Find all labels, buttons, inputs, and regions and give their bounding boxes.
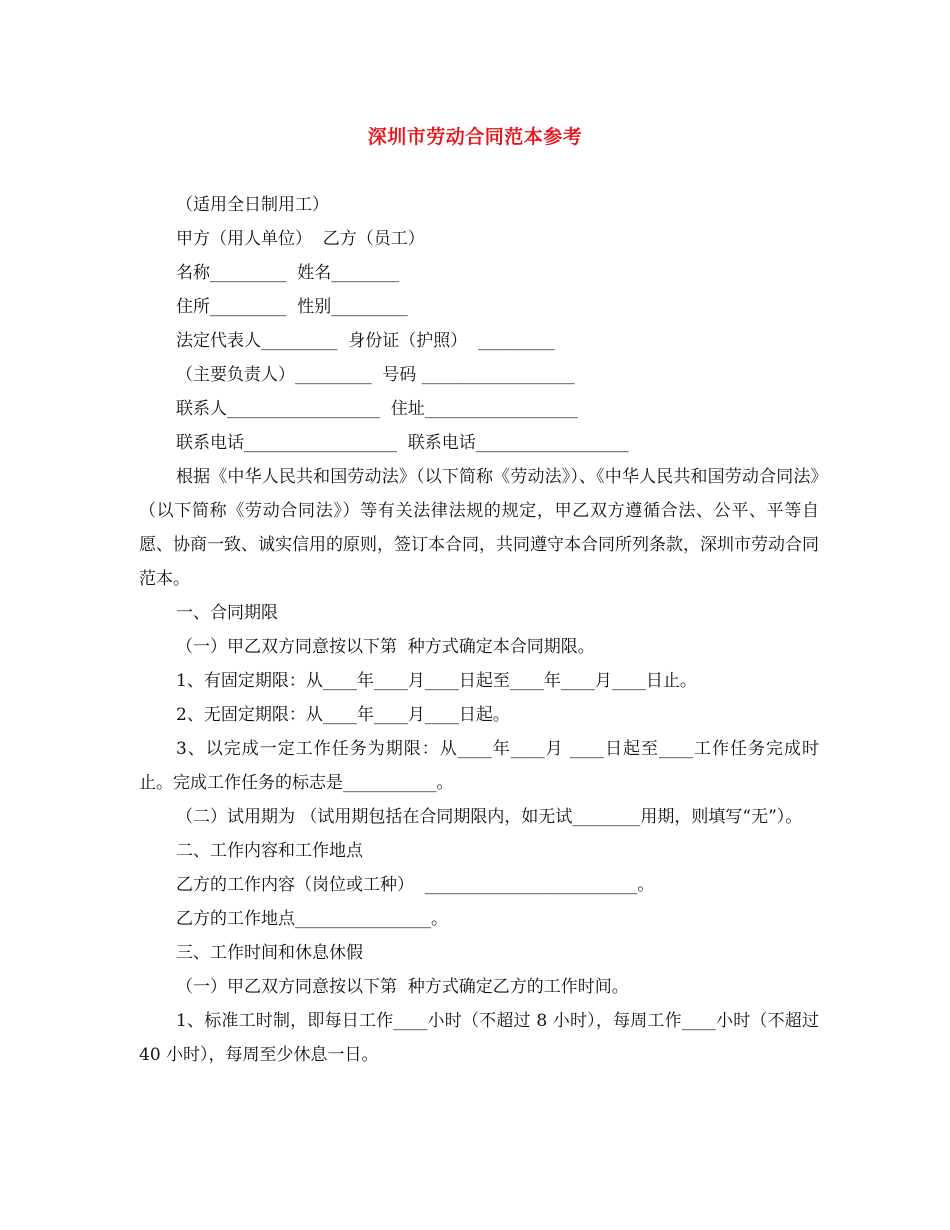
- standard-hours-paragraph: 1、标准工时制，即每日工作____小时（不超过 8 小时），每周工作____小时（不超过 40 小时），每周至少休息一日。: [139, 1011, 819, 1065]
- section-3-heading: 三、工作时间和休息休假: [176, 943, 363, 963]
- principal-line: （主要负责人）_________ 号码 __________________: [176, 365, 575, 385]
- legal-rep-line: 法定代表人_________ 身份证（护照） _________: [176, 331, 555, 351]
- preamble-paragraph: 根据《中华人民共和国劳动法》（以下简称《劳动法》）、《中华人民共和国劳动合同法》（以下简称《劳动合同法》）等有关法律法规的规定，甲乙双方遵循合法、公平、平等自愿、协商一致、诚实信用的原则，签订本合同，共同遵守本合同所列条款，深圳市劳动合同范本。: [139, 467, 819, 589]
- document-body: [139, 188, 819, 1072]
- section-1-clause-1: （一）甲乙双方同意按以下第 种方式确定本合同期限。: [176, 637, 595, 657]
- name-line: 名称_________ 姓名________: [176, 263, 400, 283]
- task-term-paragraph: 3、以完成一定工作任务为期限：从____年____月 ____日起至____工作任务完成时止。完成工作任务的标志是___________。: [139, 739, 819, 793]
- contact-line: 联系人__________________ 住址__________________: [176, 399, 578, 419]
- applicability-line: （适用全日制用工）: [176, 195, 329, 215]
- section-3-clause-1: （一）甲乙双方同意按以下第 种方式确定乙方的工作时间。: [176, 977, 629, 997]
- section-2-heading: 二、工作内容和工作地点: [176, 841, 363, 861]
- phone-line: 联系电话__________________ 联系电话__________________: [176, 433, 629, 453]
- probation-paragraph: （二）试用期为 （试用期包括在合同期限内，如无试________用期，则填写“无”）。: [176, 807, 803, 827]
- job-content-line: 乙方的工作内容（岗位或工种） _________________________。: [176, 875, 655, 895]
- open-term-line: 2、无固定期限：从____年____月____日起。: [176, 705, 510, 725]
- address-line: 住所_________ 性别_________: [176, 297, 408, 317]
- document-title: 深圳市劳动合同范本参考: [367, 126, 583, 148]
- fixed-term-line: 1、有固定期限：从____年____月____日起至____年____月____日止。: [176, 671, 697, 691]
- job-location-line: 乙方的工作地点________________。: [176, 909, 448, 929]
- parties-line: 甲方（用人单位） 乙方（员工）: [176, 229, 425, 249]
- section-1-heading: 一、合同期限: [176, 603, 278, 623]
